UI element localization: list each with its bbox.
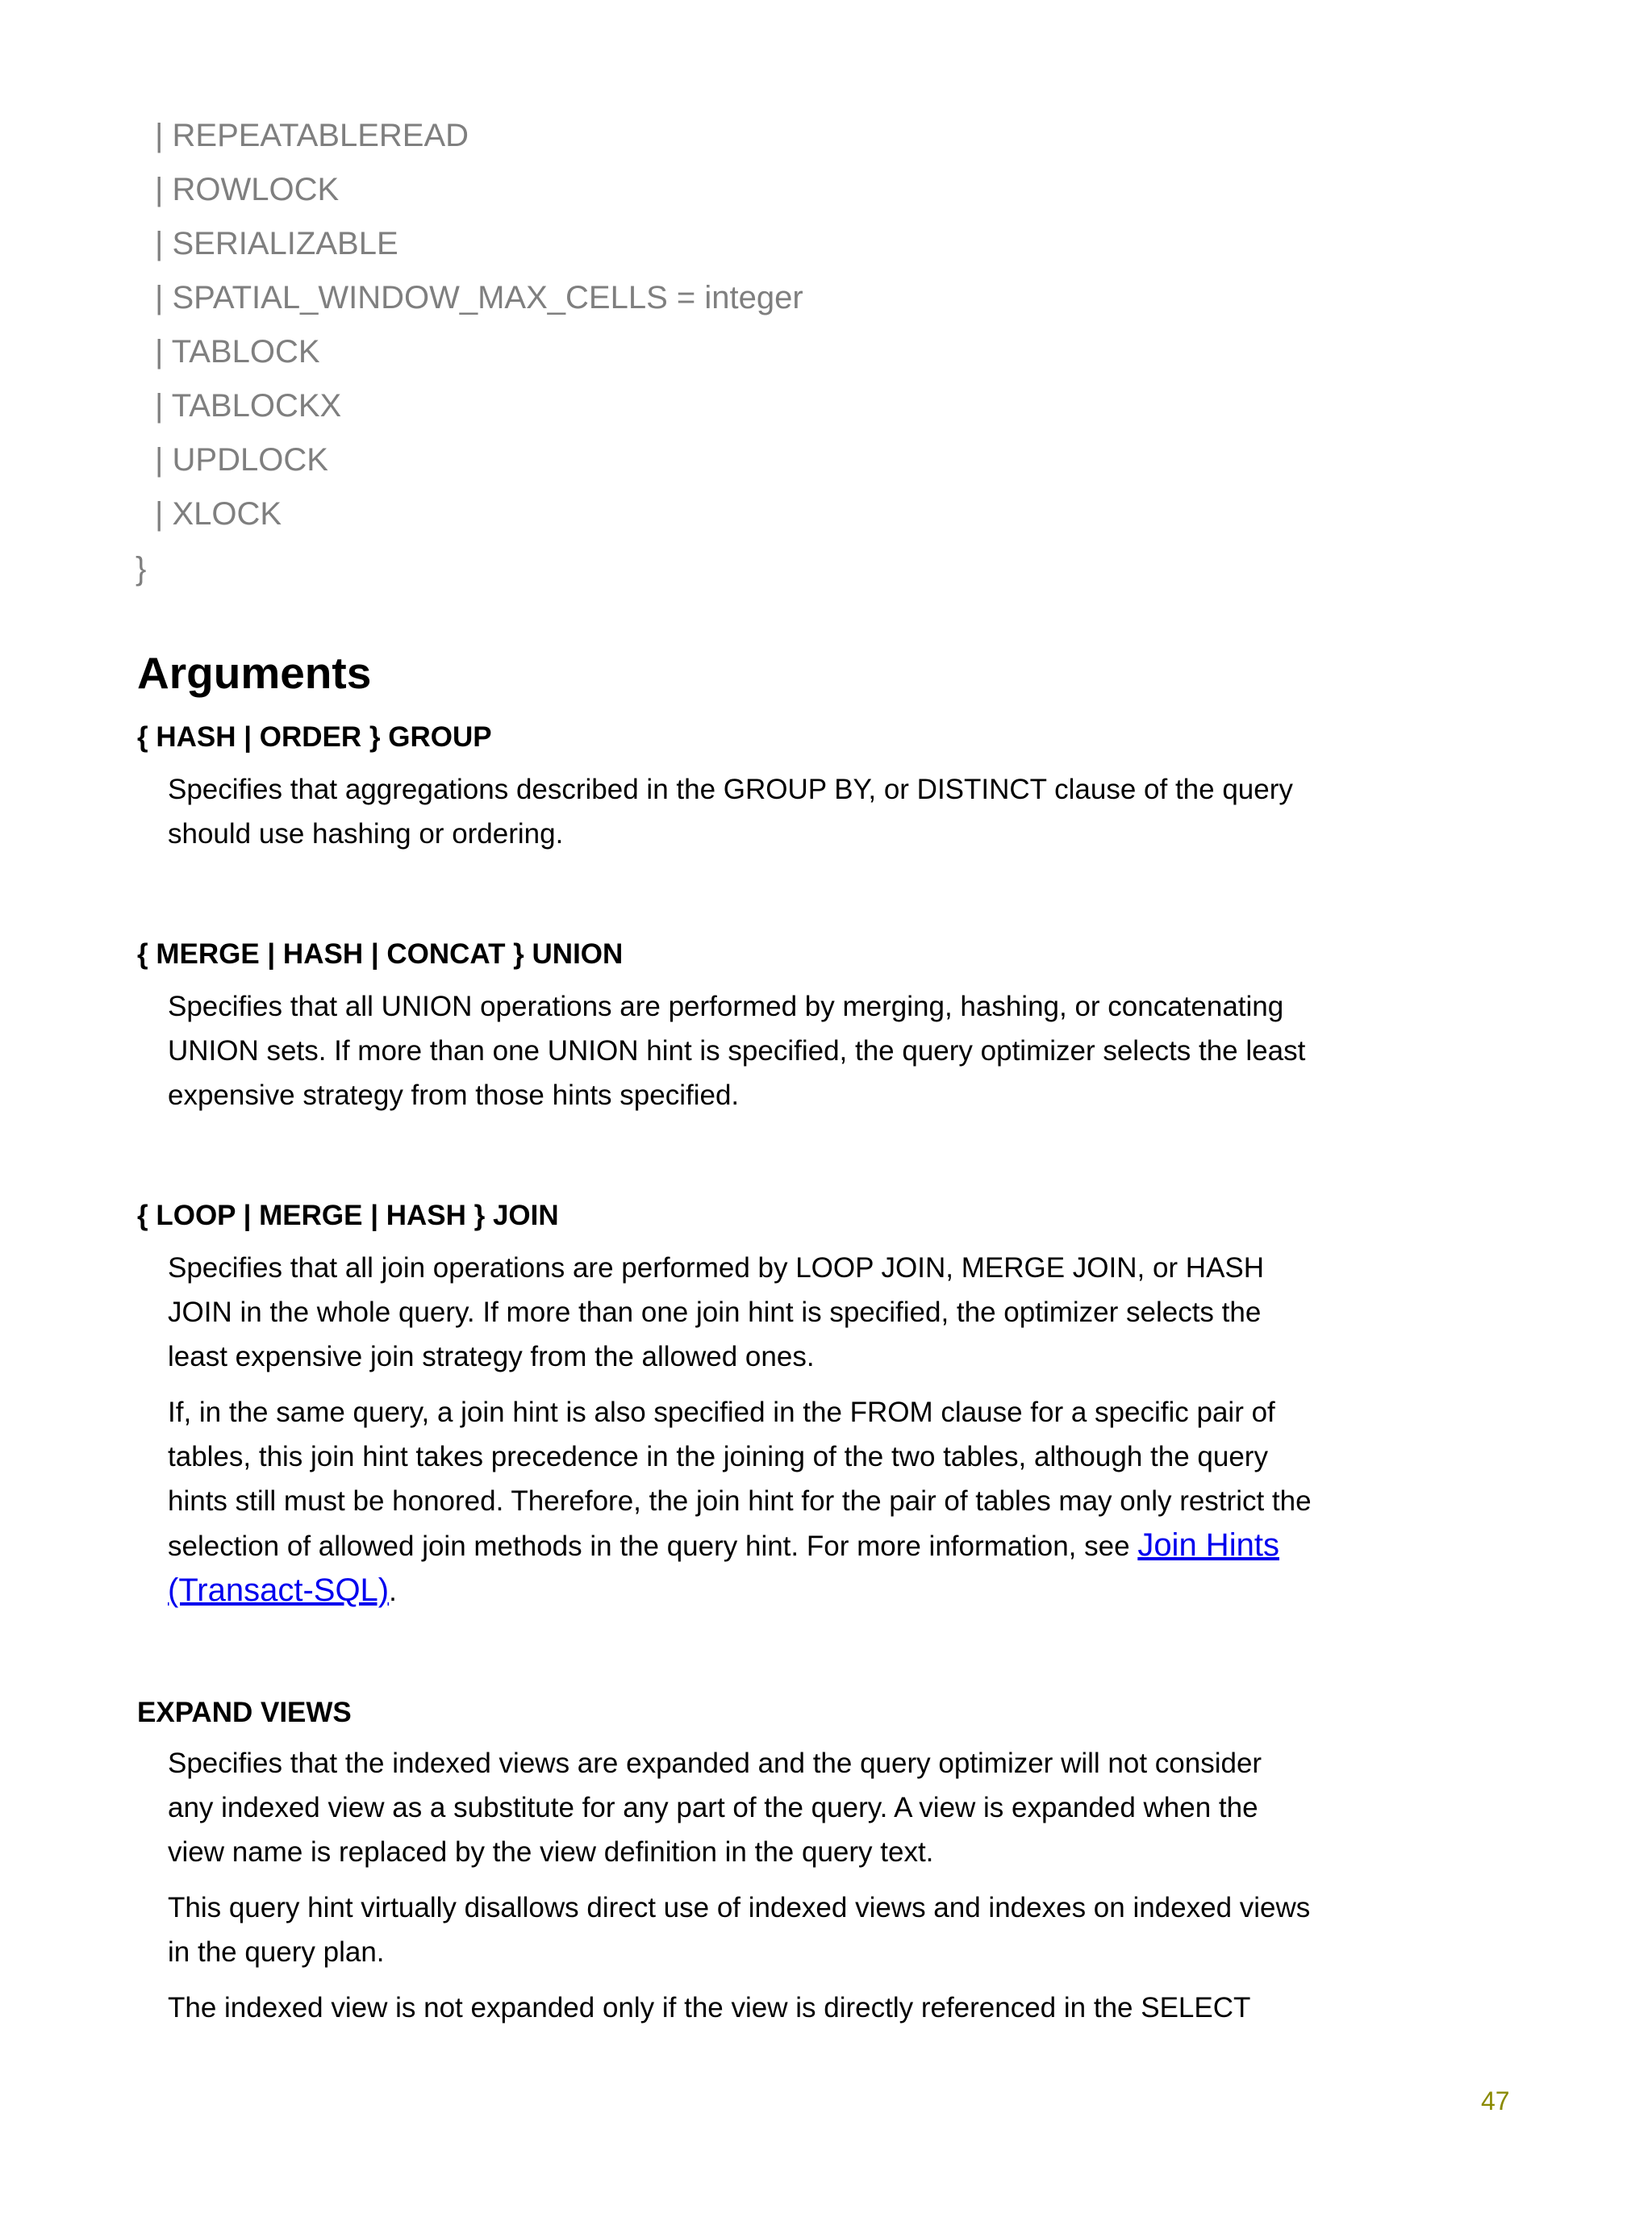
- code-line: | REPEATABLEREAD: [155, 118, 469, 153]
- argument-description: Specifies that all UNION operations are performed by merging, hashing, or concatenating UNION sets. If more than one UNION hint is specified, the query optimizer selects the least expensive strategy from those hints specified.: [168, 991, 1306, 1111]
- code-line: | SERIALIZABLE: [155, 226, 398, 261]
- argument-description: Specifies that aggregations described in the GROUP BY, or DISTINCT clause of the query should use hashing or ordering.: [168, 774, 1293, 850]
- argument-description: This query hint virtually disallows direct use of indexed views and indexes on indexed views in the query plan.: [168, 1892, 1311, 1968]
- code-line: | TABLOCKX: [155, 388, 342, 424]
- code-line: | TABLOCK: [155, 334, 320, 370]
- link-suffix: .: [389, 1576, 397, 1607]
- argument-term: EXPAND VIEWS: [137, 1697, 352, 1728]
- argument-term: { HASH | ORDER } GROUP: [137, 721, 492, 753]
- argument-description: The indexed view is not expanded only if the view is directly referenced in the SELECT: [168, 1992, 1251, 2023]
- section-title: Arguments: [137, 648, 372, 698]
- argument-description: [168, 1390, 1313, 1614]
- join-hints-link[interactable]: Join Hints (Transact-SQL): [168, 1527, 1279, 1608]
- argument-description-text: If, in the same query, a join hint is also specified in the FROM clause for a specific pair of tables, this join hint takes precedence in the joining of the two tables, although the query hints still must be honored. Therefore, the join hint for the pair of tables may only restrict the selection of allowed join methods in the query hint. For more information, see: [168, 1397, 1312, 1562]
- code-line: | XLOCK: [155, 496, 282, 532]
- code-line: | ROWLOCK: [155, 172, 340, 207]
- argument-description: Specifies that all join operations are performed by LOOP JOIN, MERGE JOIN, or HASH JOIN in the whole query. If more than one join hint is specified, the optimizer selects the least expensive join strategy from the allowed ones.: [168, 1252, 1265, 1372]
- page-number: 47: [1481, 2086, 1510, 2115]
- code-line: | SPATIAL_WINDOW_MAX_CELLS = integer: [155, 280, 803, 315]
- code-line: | UPDLOCK: [155, 442, 328, 478]
- code-closing-brace: }: [136, 551, 147, 587]
- argument-term: { LOOP | MERGE | HASH } JOIN: [137, 1200, 559, 1231]
- argument-description: Specifies that the indexed views are expanded and the query optimizer will not consider any indexed view as a substitute for any part of the query. A view is expanded when the view name is replaced by the view definition in the query text.: [168, 1748, 1262, 1868]
- argument-term: { MERGE | HASH | CONCAT } UNION: [137, 938, 624, 970]
